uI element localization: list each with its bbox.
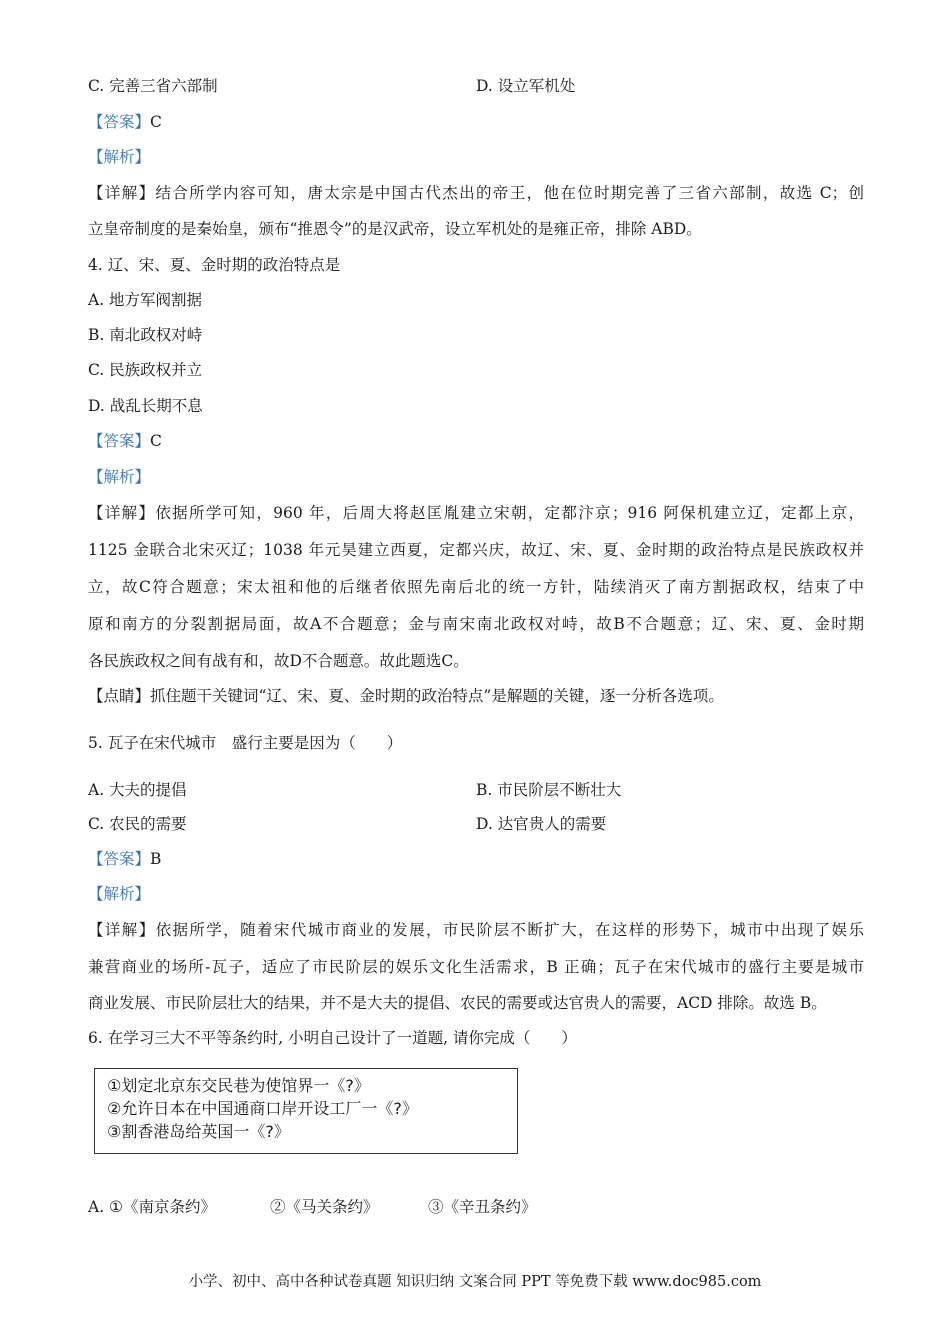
q4-detail-line-4: 原和南方的分裂割据局面，故A不合题意；金与南宋南北政权对峙，故B不合题意；辽、宋、夏、金时期	[88, 615, 864, 633]
answer-value: C	[150, 113, 162, 131]
q4-option-c: C. 民族政权并立	[88, 361, 203, 379]
q4-tip: 【点睛】抓住题干关键词“辽、宋、夏、金时期的政治特点”是解题的关键，逐一分析各选项。	[88, 687, 724, 705]
q5-question: 5. 瓦子在宋代城市 盛行主要是因为（ ）	[88, 734, 403, 752]
q4-question: 4. 辽、宋、夏、金时期的政治特点是	[88, 256, 341, 274]
answer-tag: 【答案】	[88, 850, 151, 868]
q6-clue-3: ③割香港岛给英国一《?》	[107, 1122, 290, 1141]
q5-option-d: D. 达官贵人的需要	[476, 815, 607, 833]
q5-option-a: A. 大夫的提倡	[88, 781, 187, 799]
q4-analysis-tag: 【解析】	[88, 468, 151, 486]
q6-question: 6. 在学习三大不平等条约时, 小明自己设计了一道题, 请你完成（ ）	[88, 1029, 577, 1047]
q4-detail-line-1: 【详解】依据所学可知，960 年，后周大将赵匡胤建立宋朝，定都汴京；916 阿保机建立辽，定都上京，	[88, 504, 864, 522]
q6-option-a-part-2: ②《马关条约》	[270, 1198, 379, 1216]
q5-option-c: C. 农民的需要	[88, 815, 187, 833]
q4-detail-line-2: 1125 金联合北宋灭辽；1038 年元昊建立西夏，定都兴庆，故辽、宋、夏、金时期的政治特点是民族政权并	[88, 541, 864, 559]
q5-answer	[88, 849, 161, 869]
q4-option-d: D. 战乱长期不息	[88, 397, 203, 415]
q6-clue-1: ①划定北京东交民巷为使馆界一《?》	[107, 1076, 370, 1095]
q6-clue-2: ②允许日本在中国通商口岸开设工厂一《?》	[107, 1099, 418, 1118]
q6-option-a	[88, 1197, 537, 1217]
q3-detail-line-2: 立皇帝制度的是秦始皇，颁布“推恩令”的是汉武帝，设立军机处的是雍正帝，排除 ABD。	[88, 220, 702, 238]
q3-detail-line-1: 【详解】结合所学内容可知，唐太宗是中国古代杰出的帝王，他在位时期完善了三省六部制，故选 C；创	[88, 184, 864, 202]
q3-option-c: C. 完善三省六部制	[88, 77, 218, 95]
q3-option-d: D. 设立军机处	[476, 77, 576, 95]
q4-detail-line-3: 立，故C符合题意；宋太祖和他的后继者依照先南后北的统一方针，陆续消灭了南方割据政权，结束了中	[88, 578, 864, 596]
q5-analysis-tag: 【解析】	[88, 885, 151, 903]
q5-option-b: B. 市民阶层不断壮大	[476, 781, 622, 799]
q5-detail-line-1: 【详解】依据所学，随着宋代城市商业的发展，市民阶层不断扩大，在这样的形势下，城市中出现了娱乐	[88, 921, 864, 939]
answer-value: C	[150, 432, 162, 450]
q4-option-b: B. 南北政权对峙	[88, 326, 203, 344]
q5-detail-line-3: 商业发展、市民阶层壮大的结果，并不是大夫的提倡、农民的需要或达官贵人的需要，ACD 排除。故选 B。	[88, 994, 827, 1012]
page-footer: 小学、初中、高中各种试卷真题 知识归纳 文案合同 PPT 等免费下载 www.doc985.com	[188, 1274, 762, 1290]
q3-answer	[88, 112, 162, 132]
q4-answer	[88, 431, 162, 451]
q5-detail-line-2: 兼营商业的场所-瓦子，适应了市民阶层的娱乐文化生活需求，B 正确；瓦子在宋代城市的盛行主要是城市	[88, 958, 864, 976]
q6-clue-box	[94, 1068, 518, 1154]
q3-analysis-tag: 【解析】	[88, 148, 151, 166]
answer-value: B	[150, 850, 162, 868]
q6-option-a-part-1: A. ①《南京条约》	[88, 1198, 216, 1216]
q4-detail-line-5: 各民族政权之间有战有和，故D不合题意。故此题选C。	[88, 652, 469, 670]
q4-option-a: A. 地方军阀割据	[88, 291, 203, 309]
q6-option-a-part-3: ③《辛丑条约》	[428, 1198, 537, 1216]
answer-tag: 【答案】	[88, 432, 151, 450]
answer-tag: 【答案】	[88, 113, 151, 131]
